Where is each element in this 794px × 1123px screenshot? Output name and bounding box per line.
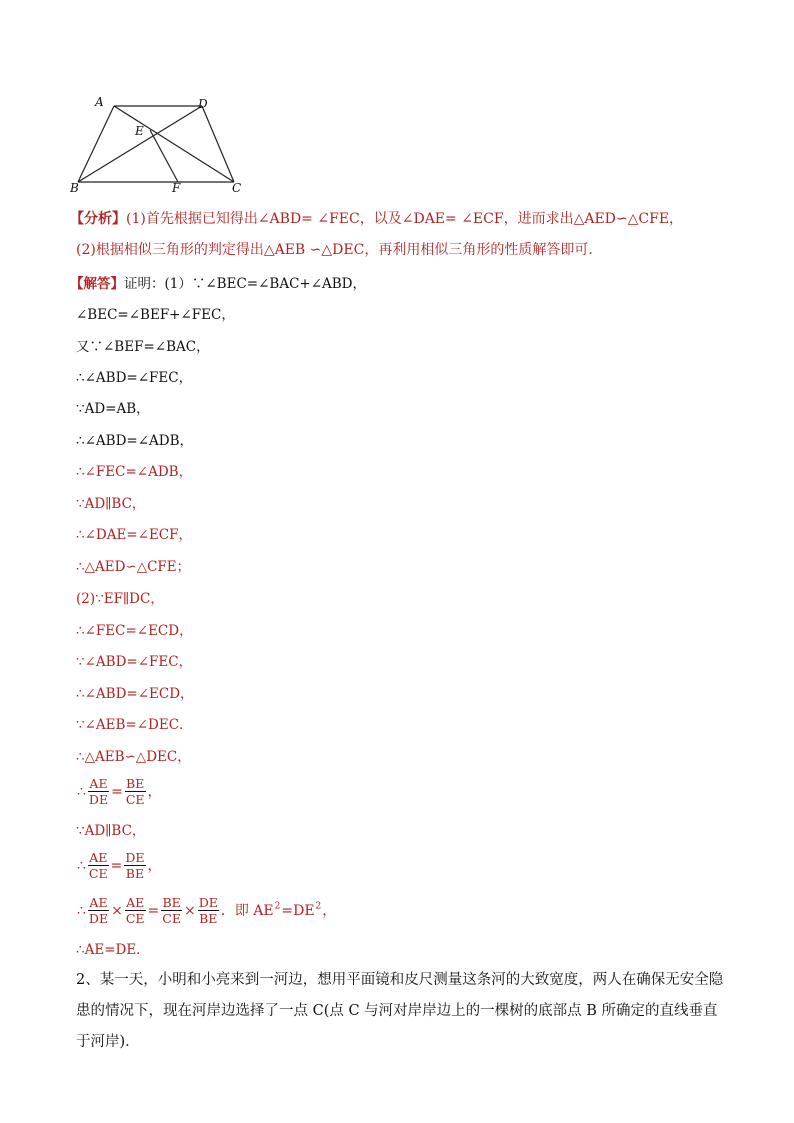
segment-ac	[114, 106, 234, 182]
fraction-ae-de: $\frac{AE}{DE}$	[88, 776, 109, 807]
step-line: ∴∠ABD=∠ECD，	[76, 686, 194, 702]
solution-tag: 【解答】	[70, 276, 124, 292]
since-line: ∵AD∥BC，	[76, 823, 146, 839]
fraction-ae-ce: $\frac{AE}{CE}$	[88, 850, 108, 881]
point-label-a: A	[95, 95, 104, 109]
step-line: 又∵∠BEF=∠BAC，	[76, 339, 210, 355]
point-label-b: B	[70, 181, 79, 195]
fraction-line-1: ∴ $\frac{AE}{DE}$ = $\frac{BE}{CE}$ ，	[77, 776, 162, 807]
trapezoid-figure	[66, 92, 256, 198]
step-line: ∵∠ABD=∠FEC，	[76, 654, 193, 670]
step-line: ∵AD∥BC，	[76, 496, 146, 512]
analysis-text-1: (1)首先根据已知得出∠ABD= ∠FEC，以及∠DAE= ∠ECF，进而求出△AED∽△CFE，	[126, 211, 684, 227]
step-line: ∴∠ABD=∠ADB，	[76, 433, 194, 449]
point-label-f: F	[172, 181, 181, 195]
conclusion-line: ∴AE=DE．	[76, 942, 150, 958]
analysis-tag: 【分析】	[70, 211, 126, 227]
fraction-line-2: ∴ $\frac{AE}{CE}$ = $\frac{DE}{BE}$ ，	[77, 850, 162, 881]
step-line: ∵AD=AB，	[76, 401, 150, 417]
step-line: ∴∠ABD=∠FEC，	[76, 370, 193, 386]
point-label-e: E	[135, 124, 144, 138]
step-line: ∴∠FEC=∠ECD，	[76, 623, 193, 639]
step-line: (2)∵EF∥DC，	[76, 591, 164, 607]
step-line: ∴∠FEC=∠ADB，	[76, 464, 193, 480]
fraction-be-ce: $\frac{BE}{CE}$	[125, 776, 145, 807]
step-line: ∴△AEB∽△DEC，	[76, 749, 191, 765]
step-line: ∵∠AEB=∠DEC．	[76, 717, 193, 733]
segment-dc	[202, 106, 234, 182]
problem-2-text: 2、某一天，小明和小亮来到一河边，想用平面镜和皮尺测量这条河的大致宽度，两人在确保无安全隐患的情况下，现在河岸边选择了一点 C(点 C 与河对岸岸边上的一棵树的底部点 B 所确定的直线垂直于河岸)．	[76, 972, 724, 1050]
solution-line-1	[70, 275, 366, 293]
point-label-d: D	[198, 97, 208, 111]
fraction-line-3: ∴ $\frac{AE}{DE}$ × $\frac{AE}{CE}$ = $\frac{BE}{CE}$ × $\frac{DE}{BE}$ ．即 $AE^2=DE^2$，	[77, 895, 337, 926]
step-line: ∴∠DAE=∠ECF，	[76, 527, 193, 543]
therefore-symbol: ∴	[77, 783, 86, 800]
analysis-line-2: (2)根据相似三角形的判定得出△AEB ∽△DEC，再利用相似三角形的性质解答即可．	[76, 242, 603, 258]
analysis-line-1	[70, 210, 683, 228]
step-line: ∴△AED∽△CFE；	[76, 559, 191, 575]
solution-first: 证明：(1）∵∠BEC=∠BAC+∠ABD，	[124, 276, 367, 292]
point-label-c: C	[232, 181, 242, 195]
fraction-de-be: $\frac{DE}{BE}$	[125, 850, 145, 881]
step-line: ∠BEC=∠BEF+∠FEC，	[76, 307, 235, 323]
